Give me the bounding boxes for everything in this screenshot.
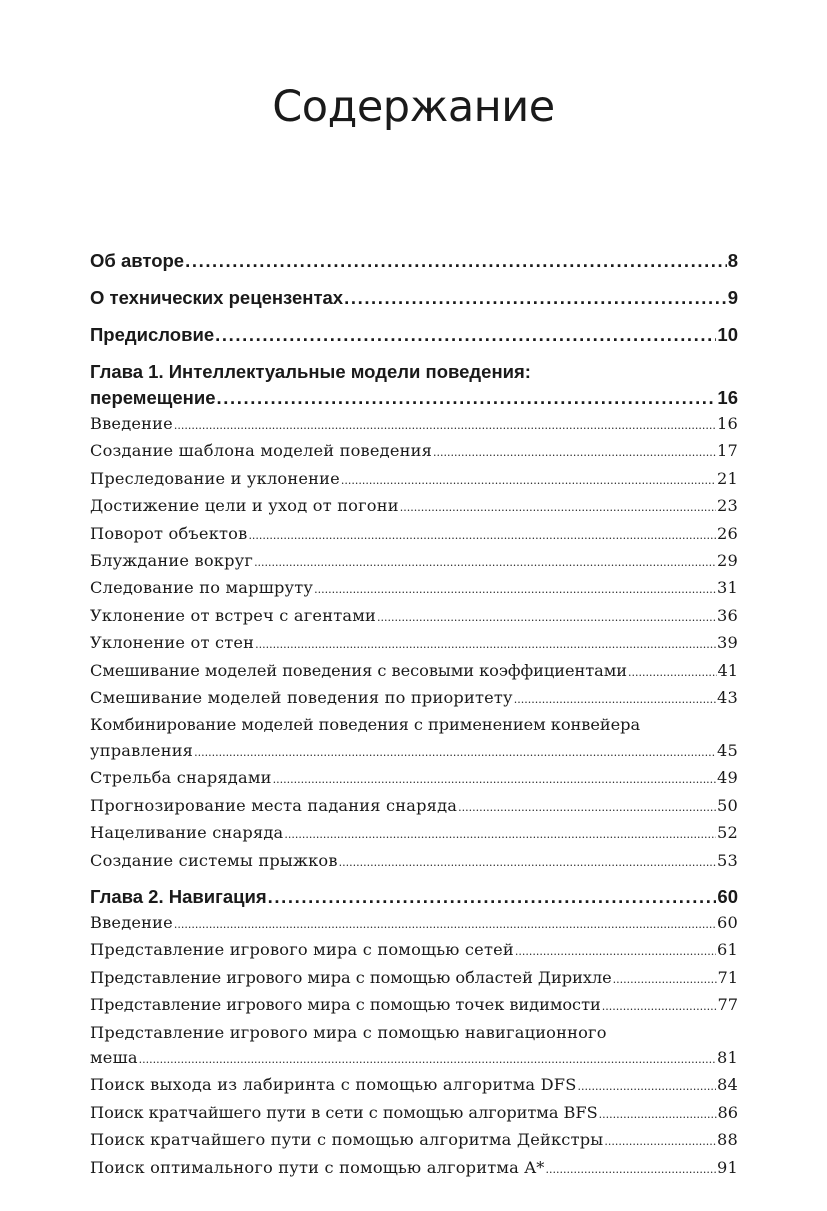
toc-section[interactable] bbox=[90, 1127, 738, 1154]
toc-entry-label: Глава 2. Навигация bbox=[90, 885, 267, 907]
toc-section[interactable] bbox=[90, 548, 738, 575]
toc-section-page: 41 bbox=[717, 660, 738, 680]
toc-section-label: Смешивание моделей поведения по приоритету bbox=[90, 688, 513, 708]
toc-section-label: Следование по маршруту bbox=[90, 578, 314, 598]
toc-section-label: Нацеливание снаряда bbox=[90, 823, 284, 843]
dot-leader bbox=[604, 1127, 716, 1154]
toc-section[interactable] bbox=[90, 466, 738, 493]
toc-section-label: Поиск кратчайшего пути в сети с помощью алгоритма BFS bbox=[90, 1102, 598, 1122]
toc-section-page: 31 bbox=[717, 578, 738, 598]
toc-section[interactable] bbox=[90, 411, 738, 438]
toc-section-label: управления bbox=[90, 740, 194, 760]
toc-section-page: 50 bbox=[717, 795, 738, 815]
toc-entry-page: 10 bbox=[717, 324, 738, 345]
dot-leader bbox=[268, 884, 717, 910]
toc-section-page: 71 bbox=[717, 967, 738, 987]
toc-section-label: Прогнозирование места падания снаряда bbox=[90, 795, 458, 815]
toc-entry-page: 60 bbox=[717, 885, 738, 907]
dot-leader bbox=[613, 965, 717, 992]
toc-section[interactable] bbox=[90, 765, 738, 792]
toc-section-label: Преследование и уклонение bbox=[90, 468, 340, 488]
toc-section[interactable] bbox=[90, 575, 738, 602]
toc-section-page: 84 bbox=[717, 1075, 738, 1095]
toc-section-page: 86 bbox=[717, 1102, 738, 1122]
toc-section[interactable] bbox=[90, 521, 738, 548]
toc-entry-label: перемещение bbox=[90, 387, 216, 408]
dot-leader bbox=[314, 575, 716, 602]
dot-leader bbox=[341, 466, 716, 493]
toc-entry-label: О технических рецензентах bbox=[90, 287, 344, 308]
toc-section-page: 81 bbox=[717, 1047, 738, 1067]
toc-section-page: 60 bbox=[717, 912, 738, 932]
toc-section-page: 16 bbox=[717, 414, 738, 433]
toc-section[interactable] bbox=[90, 848, 738, 875]
toc-section[interactable] bbox=[90, 820, 738, 847]
dot-leader bbox=[139, 1045, 716, 1072]
toc-section-page: 29 bbox=[717, 551, 738, 571]
toc-section-label: Смешивание моделей поведения с весовыми коэффициентами bbox=[90, 660, 628, 680]
toc-section-label: Поворот объектов bbox=[90, 523, 248, 543]
dot-leader bbox=[174, 910, 716, 937]
dot-leader bbox=[577, 1072, 716, 1099]
toc-section-label-line1[interactable]: Представление игрового мира с помощью навигационного bbox=[90, 1022, 607, 1042]
toc-section[interactable] bbox=[90, 738, 738, 765]
dot-leader bbox=[602, 992, 717, 1019]
table-of-contents bbox=[90, 248, 738, 1182]
dot-leader bbox=[599, 1100, 717, 1127]
dot-leader bbox=[254, 548, 716, 575]
toc-section[interactable] bbox=[90, 937, 738, 964]
dot-leader bbox=[248, 521, 716, 548]
toc-section[interactable] bbox=[90, 658, 738, 685]
dot-leader bbox=[628, 658, 716, 685]
toc-section-label: Поиск оптимального пути с помощью алгоритма A* bbox=[90, 1157, 545, 1177]
toc-section[interactable] bbox=[90, 793, 738, 820]
toc-section-page: 17 bbox=[717, 441, 738, 461]
toc-section-label: Поиск кратчайшего пути с помощью алгоритма Дейкстры bbox=[90, 1130, 604, 1150]
chapter-1-heading-line2[interactable] bbox=[90, 385, 738, 411]
dot-leader bbox=[377, 603, 716, 630]
toc-section-page: 45 bbox=[717, 740, 738, 760]
toc-section-label: Достижение цели и уход от погони bbox=[90, 496, 399, 516]
toc-entry-page: 16 bbox=[717, 387, 738, 408]
toc-section-page: 26 bbox=[717, 523, 738, 543]
chapter-2 bbox=[90, 884, 738, 1182]
toc-section-page: 61 bbox=[717, 940, 738, 960]
toc-section[interactable] bbox=[90, 1100, 738, 1127]
toc-section[interactable] bbox=[90, 493, 738, 520]
toc-entry-page: 8 bbox=[727, 250, 738, 271]
dot-leader bbox=[400, 493, 716, 520]
toc-section-label: Блуждание вокруг bbox=[90, 551, 254, 571]
toc-section[interactable] bbox=[90, 685, 738, 712]
toc-section[interactable] bbox=[90, 438, 738, 465]
toc-section[interactable] bbox=[90, 1155, 738, 1182]
toc-section-label: Поиск выхода из лабиринта с помощью алгоритма DFS bbox=[90, 1075, 577, 1095]
dot-leader bbox=[217, 385, 717, 411]
toc-entry-preface[interactable] bbox=[90, 322, 738, 348]
toc-entry-label: Об авторе bbox=[90, 250, 185, 271]
dot-leader bbox=[194, 738, 716, 765]
toc-section-label: Представление игрового мира с помощью точек видимости bbox=[90, 995, 601, 1015]
page-title: Содержание bbox=[272, 82, 555, 132]
toc-section-label: Представление игрового мира с помощью областей Дирихле bbox=[90, 967, 612, 987]
toc-section[interactable] bbox=[90, 603, 738, 630]
toc-section-label: Создание системы прыжков bbox=[90, 850, 338, 870]
toc-entry-about-author[interactable] bbox=[90, 248, 738, 274]
toc-section-page: 49 bbox=[717, 768, 738, 788]
toc-section-page: 39 bbox=[717, 633, 738, 653]
toc-section-label: Введение bbox=[90, 414, 173, 433]
toc-section-page: 77 bbox=[717, 995, 738, 1015]
toc-section[interactable] bbox=[90, 630, 738, 657]
toc-section[interactable] bbox=[90, 1072, 738, 1099]
dot-leader bbox=[546, 1155, 716, 1182]
chapter-1-heading-line1[interactable]: Глава 1. Интеллектуальные модели поведения: bbox=[90, 361, 531, 382]
toc-section-label: меша bbox=[90, 1047, 138, 1067]
toc-entry-page: 9 bbox=[727, 287, 738, 308]
dot-leader bbox=[215, 322, 716, 348]
dot-leader bbox=[339, 848, 716, 875]
toc-entry-tech-reviewers[interactable] bbox=[90, 285, 738, 311]
dot-leader bbox=[185, 248, 727, 274]
toc-section[interactable] bbox=[90, 992, 738, 1019]
toc-section-page: 36 bbox=[717, 605, 738, 625]
toc-section-page: 23 bbox=[717, 496, 738, 516]
dot-leader bbox=[514, 685, 716, 712]
toc-section[interactable] bbox=[90, 965, 738, 992]
toc-section-page: 91 bbox=[717, 1157, 738, 1177]
toc-section-label: Уклонение от стен bbox=[90, 633, 255, 653]
dot-leader bbox=[284, 820, 716, 847]
toc-section-page: 88 bbox=[717, 1130, 738, 1150]
dot-leader bbox=[458, 793, 716, 820]
dot-leader bbox=[515, 937, 716, 964]
toc-section[interactable] bbox=[90, 910, 738, 937]
chapter-1 bbox=[90, 359, 738, 875]
toc-section-label: Введение bbox=[90, 912, 173, 932]
toc-section-page: 43 bbox=[717, 688, 738, 708]
dot-leader bbox=[344, 285, 727, 311]
toc-section-page: 53 bbox=[717, 850, 738, 870]
toc-section-page: 52 bbox=[717, 823, 738, 843]
dot-leader bbox=[174, 411, 716, 438]
dot-leader bbox=[433, 438, 716, 465]
chapter-2-heading[interactable] bbox=[90, 884, 738, 910]
toc-section-label: Представление игрового мира с помощью сетей bbox=[90, 940, 514, 960]
toc-entry-label: Предисловие bbox=[90, 324, 215, 345]
toc-section-label: Уклонение от встреч с агентами bbox=[90, 605, 376, 625]
toc-section-label: Создание шаблона моделей поведения bbox=[90, 441, 432, 461]
toc-section[interactable] bbox=[90, 1045, 738, 1072]
toc-section-label: Стрельба снарядами bbox=[90, 768, 272, 788]
dot-leader bbox=[255, 630, 716, 657]
toc-section-page: 21 bbox=[717, 468, 738, 488]
dot-leader bbox=[273, 765, 716, 792]
toc-section-label-line1[interactable]: Комбинирование моделей поведения с применением конвейера bbox=[90, 715, 641, 735]
